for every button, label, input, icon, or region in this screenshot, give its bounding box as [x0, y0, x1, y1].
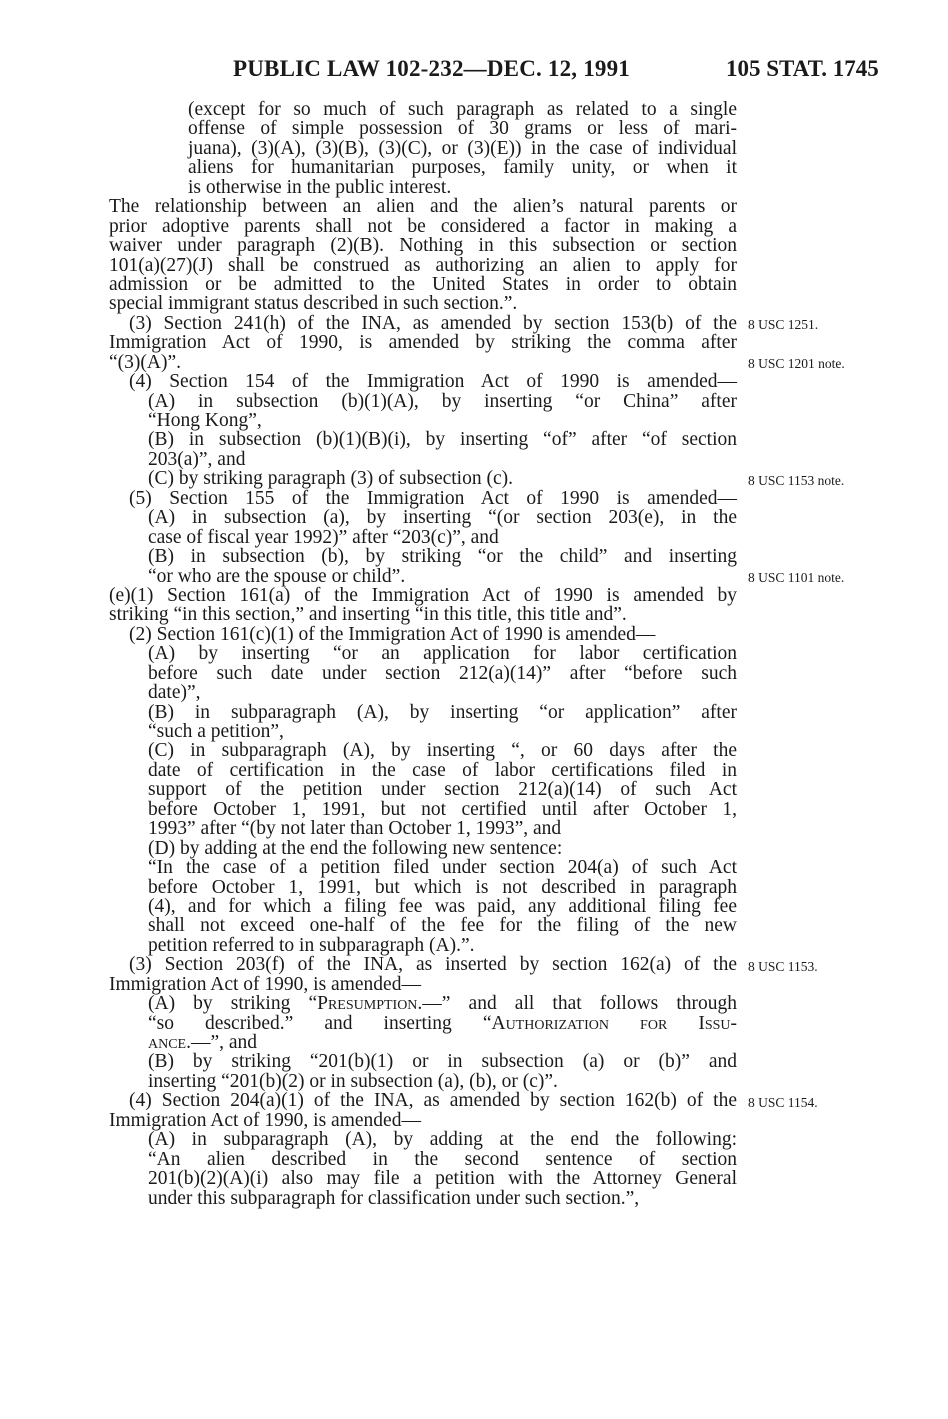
text-line: (B) in subsection (b)(1)(B)(i), by inserting “of” after “of section: [148, 429, 737, 451]
text-line: before October 1, 1991, but which is not described in paragraph: [148, 876, 737, 898]
text-line: (4), and for which a filing fee was paid, any additional filing fee: [148, 895, 737, 917]
text-line: (3) Section 203(f) of the INA, as inserted by section 162(a) of the: [129, 954, 737, 976]
text-line: (D) by adding at the end the following new sentence:: [148, 837, 563, 859]
text-line: (B) in subsection (b), by striking “or the child” and inserting: [148, 546, 737, 568]
text-line: (except for so much of such paragraph as related to a single: [188, 99, 737, 120]
text-line: Immigration Act of 1990, is amended by striking the comma after: [109, 332, 737, 354]
text-line: (4) Section 204(a)(1) of the INA, as amended by section 162(b) of the: [129, 1090, 737, 1112]
law-body-text: [109, 100, 737, 1208]
margin-citation: 8 USC 1154.: [748, 1094, 818, 1110]
text-line: (5) Section 155 of the Immigration Act of 1990 is amended—: [129, 487, 737, 509]
text-line: before such date under section 212(a)(14)” after “before such: [148, 662, 737, 684]
text-line: aliens for humanitarian purposes, family unity, or when it: [188, 157, 737, 179]
text-span: .—” and all that follows through: [417, 993, 737, 1015]
text-line: date of certification in the case of labor certifications filed in: [148, 759, 737, 781]
text-line: The relationship between an alien and the alien’s natural parents or: [109, 196, 737, 218]
small-caps-heading-text: ance: [148, 1032, 187, 1053]
text-line: (A) in subparagraph (A), by adding at the end the following:: [148, 1129, 737, 1151]
margin-citation: 8 USC 1153 note.: [748, 472, 845, 488]
text-line: (B) by striking “201(b)(1) or in subsection (a) or (b)” and: [148, 1051, 737, 1073]
text-line: waiver under paragraph (2)(B). Nothing in this subsection or section: [109, 235, 737, 257]
small-caps-heading-text: Authorization for Issu-: [491, 1012, 737, 1034]
text-line: (2) Section 161(c)(1) of the Immigration Act of 1990 is amended—: [129, 623, 656, 645]
text-span: “so described.” and inserting “: [148, 1012, 492, 1034]
text-line: offense of simple possession of 30 grams or less of mari-: [188, 118, 737, 140]
text-line: case of fiscal year 1992)” after “203(c)”, and: [148, 526, 499, 548]
text-line: Immigration Act of 1990, is amended—: [109, 973, 421, 995]
text-line: 1993” after “(by not later than October 1, 1993”, and: [148, 818, 562, 840]
text-line: (3) Section 241(h) of the INA, as amended by section 153(b) of the: [129, 312, 737, 334]
text-line: (A) in subsection (b)(1)(A), by inserting “or China” after: [148, 390, 737, 412]
text-line: (4) Section 154 of the Immigration Act of 1990 is amended—: [129, 371, 737, 393]
text-line: petition referred to in subparagraph (A).”.: [148, 934, 475, 956]
text-line: 101(a)(27)(J) shall be construed as authorizing an alien to apply for: [109, 254, 737, 276]
text-line: “or who are the spouse or child”.: [148, 565, 406, 587]
text-line: (C) by striking paragraph (3) of subsection (c).: [148, 468, 513, 490]
text-span: (A) by striking “: [148, 993, 318, 1015]
margin-citation: 8 USC 1201 note.: [748, 355, 845, 371]
text-line: (A) by inserting “or an application for labor certification: [148, 643, 737, 665]
text-line: “In the case of a petition filed under section 204(a) of such Act: [148, 857, 737, 879]
statute-page-number: 105 STAT. 1745: [726, 56, 879, 81]
running-head-title: PUBLIC LAW 102-232—DEC. 12, 1991: [233, 56, 631, 81]
text-span: .—”, and: [186, 1032, 258, 1053]
text-line: [148, 1033, 737, 1052]
text-line: admission or be admitted to the United States in order to obtain: [109, 273, 737, 295]
text-line: 201(b)(2)(A)(i) also may file a petition with the Attorney General: [148, 1168, 737, 1190]
text-line: “(3)(A)”.: [109, 351, 181, 373]
text-line: “Hong Kong”,: [148, 410, 262, 431]
text-line: 203(a)”, and: [148, 448, 246, 470]
small-caps-heading-text: Presumption: [317, 993, 418, 1015]
text-line: date)”,: [148, 682, 201, 704]
text-line: prior adoptive parents shall not be considered a factor in making a: [109, 215, 737, 237]
text-line: support of the petition under section 212(a)(14) of such Act: [148, 779, 737, 801]
text-line: [148, 1014, 737, 1033]
text-line: (e)(1) Section 161(a) of the Immigration Act of 1990 is amended by: [109, 584, 737, 606]
text-line: before October 1, 1991, but not certified until after October 1,: [148, 798, 737, 820]
text-line: (C) in subparagraph (A), by inserting “, or 60 days after the: [148, 740, 737, 762]
text-line: under this subparagraph for classification under such section.”,: [148, 1187, 640, 1209]
text-line: striking “in this section,” and inserting “in this title, this title and”.: [109, 604, 627, 626]
page-header: [0, 52, 948, 92]
margin-citation: 8 USC 1153.: [748, 958, 818, 974]
text-line: “An alien described in the second sentence of section: [148, 1148, 737, 1170]
margin-citation: 8 USC 1101 note.: [748, 569, 845, 585]
text-line: (B) in subparagraph (A), by inserting “or application” after: [148, 701, 737, 723]
text-line: inserting “201(b)(2) or in subsection (a), (b), or (c)”.: [148, 1070, 558, 1092]
text-line: is otherwise in the public interest.: [188, 176, 452, 198]
text-line: special immigrant status described in such section.”.: [109, 293, 518, 315]
text-line: Immigration Act of 1990, is amended—: [109, 1109, 421, 1131]
text-line: juana), (3)(A), (3)(B), (3)(C), or (3)(E)) in the case of individual: [188, 137, 737, 159]
margin-citation: 8 USC 1251.: [748, 316, 819, 332]
text-line: (A) in subsection (a), by inserting “(or section 203(e), in the: [148, 507, 737, 529]
text-line: “such a petition”,: [148, 721, 284, 742]
text-line: [148, 994, 737, 1013]
text-line: shall not exceed one-half of the fee for the filing of the new: [148, 915, 737, 937]
